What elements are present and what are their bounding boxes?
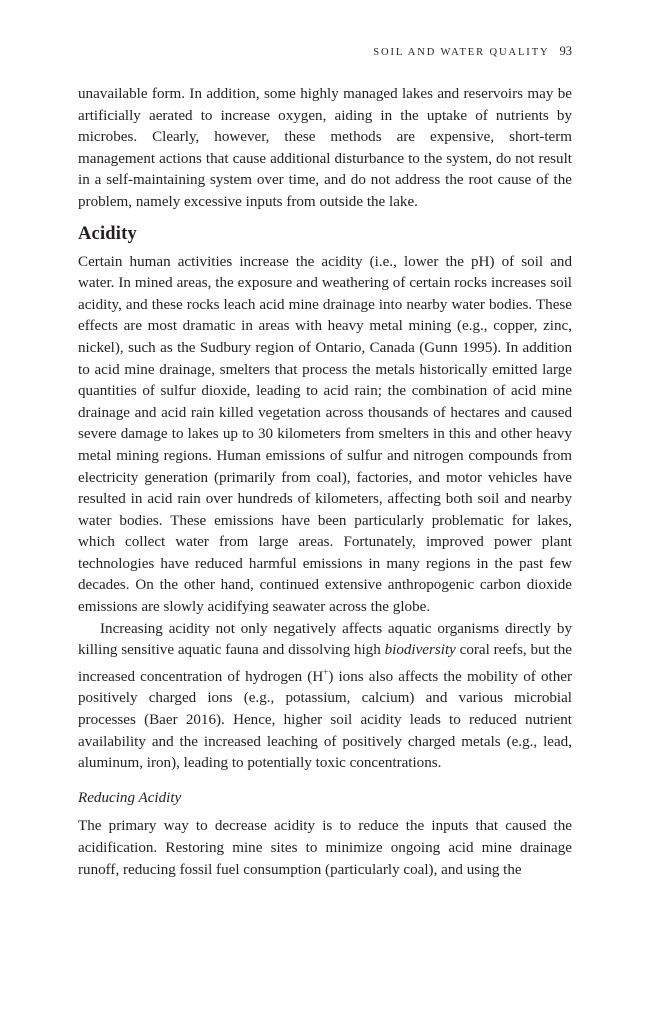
term-biodiversity: biodiversity bbox=[384, 642, 456, 659]
paragraph-acidity-1: Certain human activities increase the acidity (i.e., lower the pH) of soil and water. In mined areas, the exposure and weathering of certain rocks increases soil acidity, and these rocks leach acid mine drainage into nearby water bodies. These effects are most dramatic in areas with heavy metal mining (e.g., copper, zinc, nickel), such as the Sudbury region of Ontario, Canada (Gunn 1995). In addition to acid mine drainage, smelters that process the metals historically emitted large quantities of sulfur dioxide, leading to acid rain; the combination of acid mine drainage and acid rain killed vegetation across thousands of hectares and caused severe damage to lakes up to 30 kilometers from smelters in this and other heavy metal mining regions. Human emissions of sulfur and nitrogen compounds from electricity generation (primarily from coal), factories, and motor vehicles have resulted in acid rain over hundreds of kilometers, affecting both soil and nearby water bodies. These emissions have been particularly problematic for lakes, which collect water from large areas. Fortunately, improved power plant technologies have reduced harmful emissions in many regions in the past few decades. On the other hand, continued extensive anthropogenic carbon dioxide emissions are slowly acidifying seawater across the globe. bbox=[78, 253, 572, 616]
page-number: 93 bbox=[559, 44, 572, 58]
paragraph-reducing-acidity: The primary way to decrease acidity is to reduce the inputs that caused the acidification. Restoring mine sites to minimize ongoing acid mine drainage runoff, reducing fossil fuel consumption (particularly coal), and using the bbox=[78, 818, 572, 878]
paragraph-acidity-2 bbox=[78, 619, 572, 775]
running-header bbox=[373, 44, 572, 59]
body-text bbox=[78, 84, 572, 881]
superscript-plus: + bbox=[323, 666, 329, 677]
paragraph-acidity-2-text-3: ) ions also affects the mobility of other positively charged ions (e.g., potassium, calcium) and various microbial processes (Baer 2016). Hence, higher soil acidity leads to reduced nutrient availability and the increased leaching of positively charged metals (e.g., lead, aluminum, iron), leading to potentially toxic concentrations. bbox=[78, 668, 572, 772]
subsection-heading-reducing-acidity: Reducing Acidity bbox=[78, 789, 182, 806]
paragraph-acidity-2-text-1: Increasing acidity not only negatively affects aquatic organisms directly by killing sensitive aquatic fauna and dissolving high bbox=[78, 620, 572, 659]
paragraph-acidity-2-text-2: coral reefs, but the increased concentration of hydrogen (H bbox=[78, 642, 573, 685]
section-heading-acidity: Acidity bbox=[78, 223, 137, 244]
paragraph-intro: unavailable form. In addition, some highly managed lakes and reservoirs may be artificially aerated to increase oxygen, aiding in the uptake of nutrients by microbes. Clearly, however, these methods are expensive, short-term management actions that cause additional disturbance to the system, do not result in a self-maintaining system over time, and do not address the root cause of the problem, namely excessive inputs from outside the lake. bbox=[78, 86, 572, 210]
running-title: SOIL AND WATER QUALITY bbox=[373, 47, 550, 58]
